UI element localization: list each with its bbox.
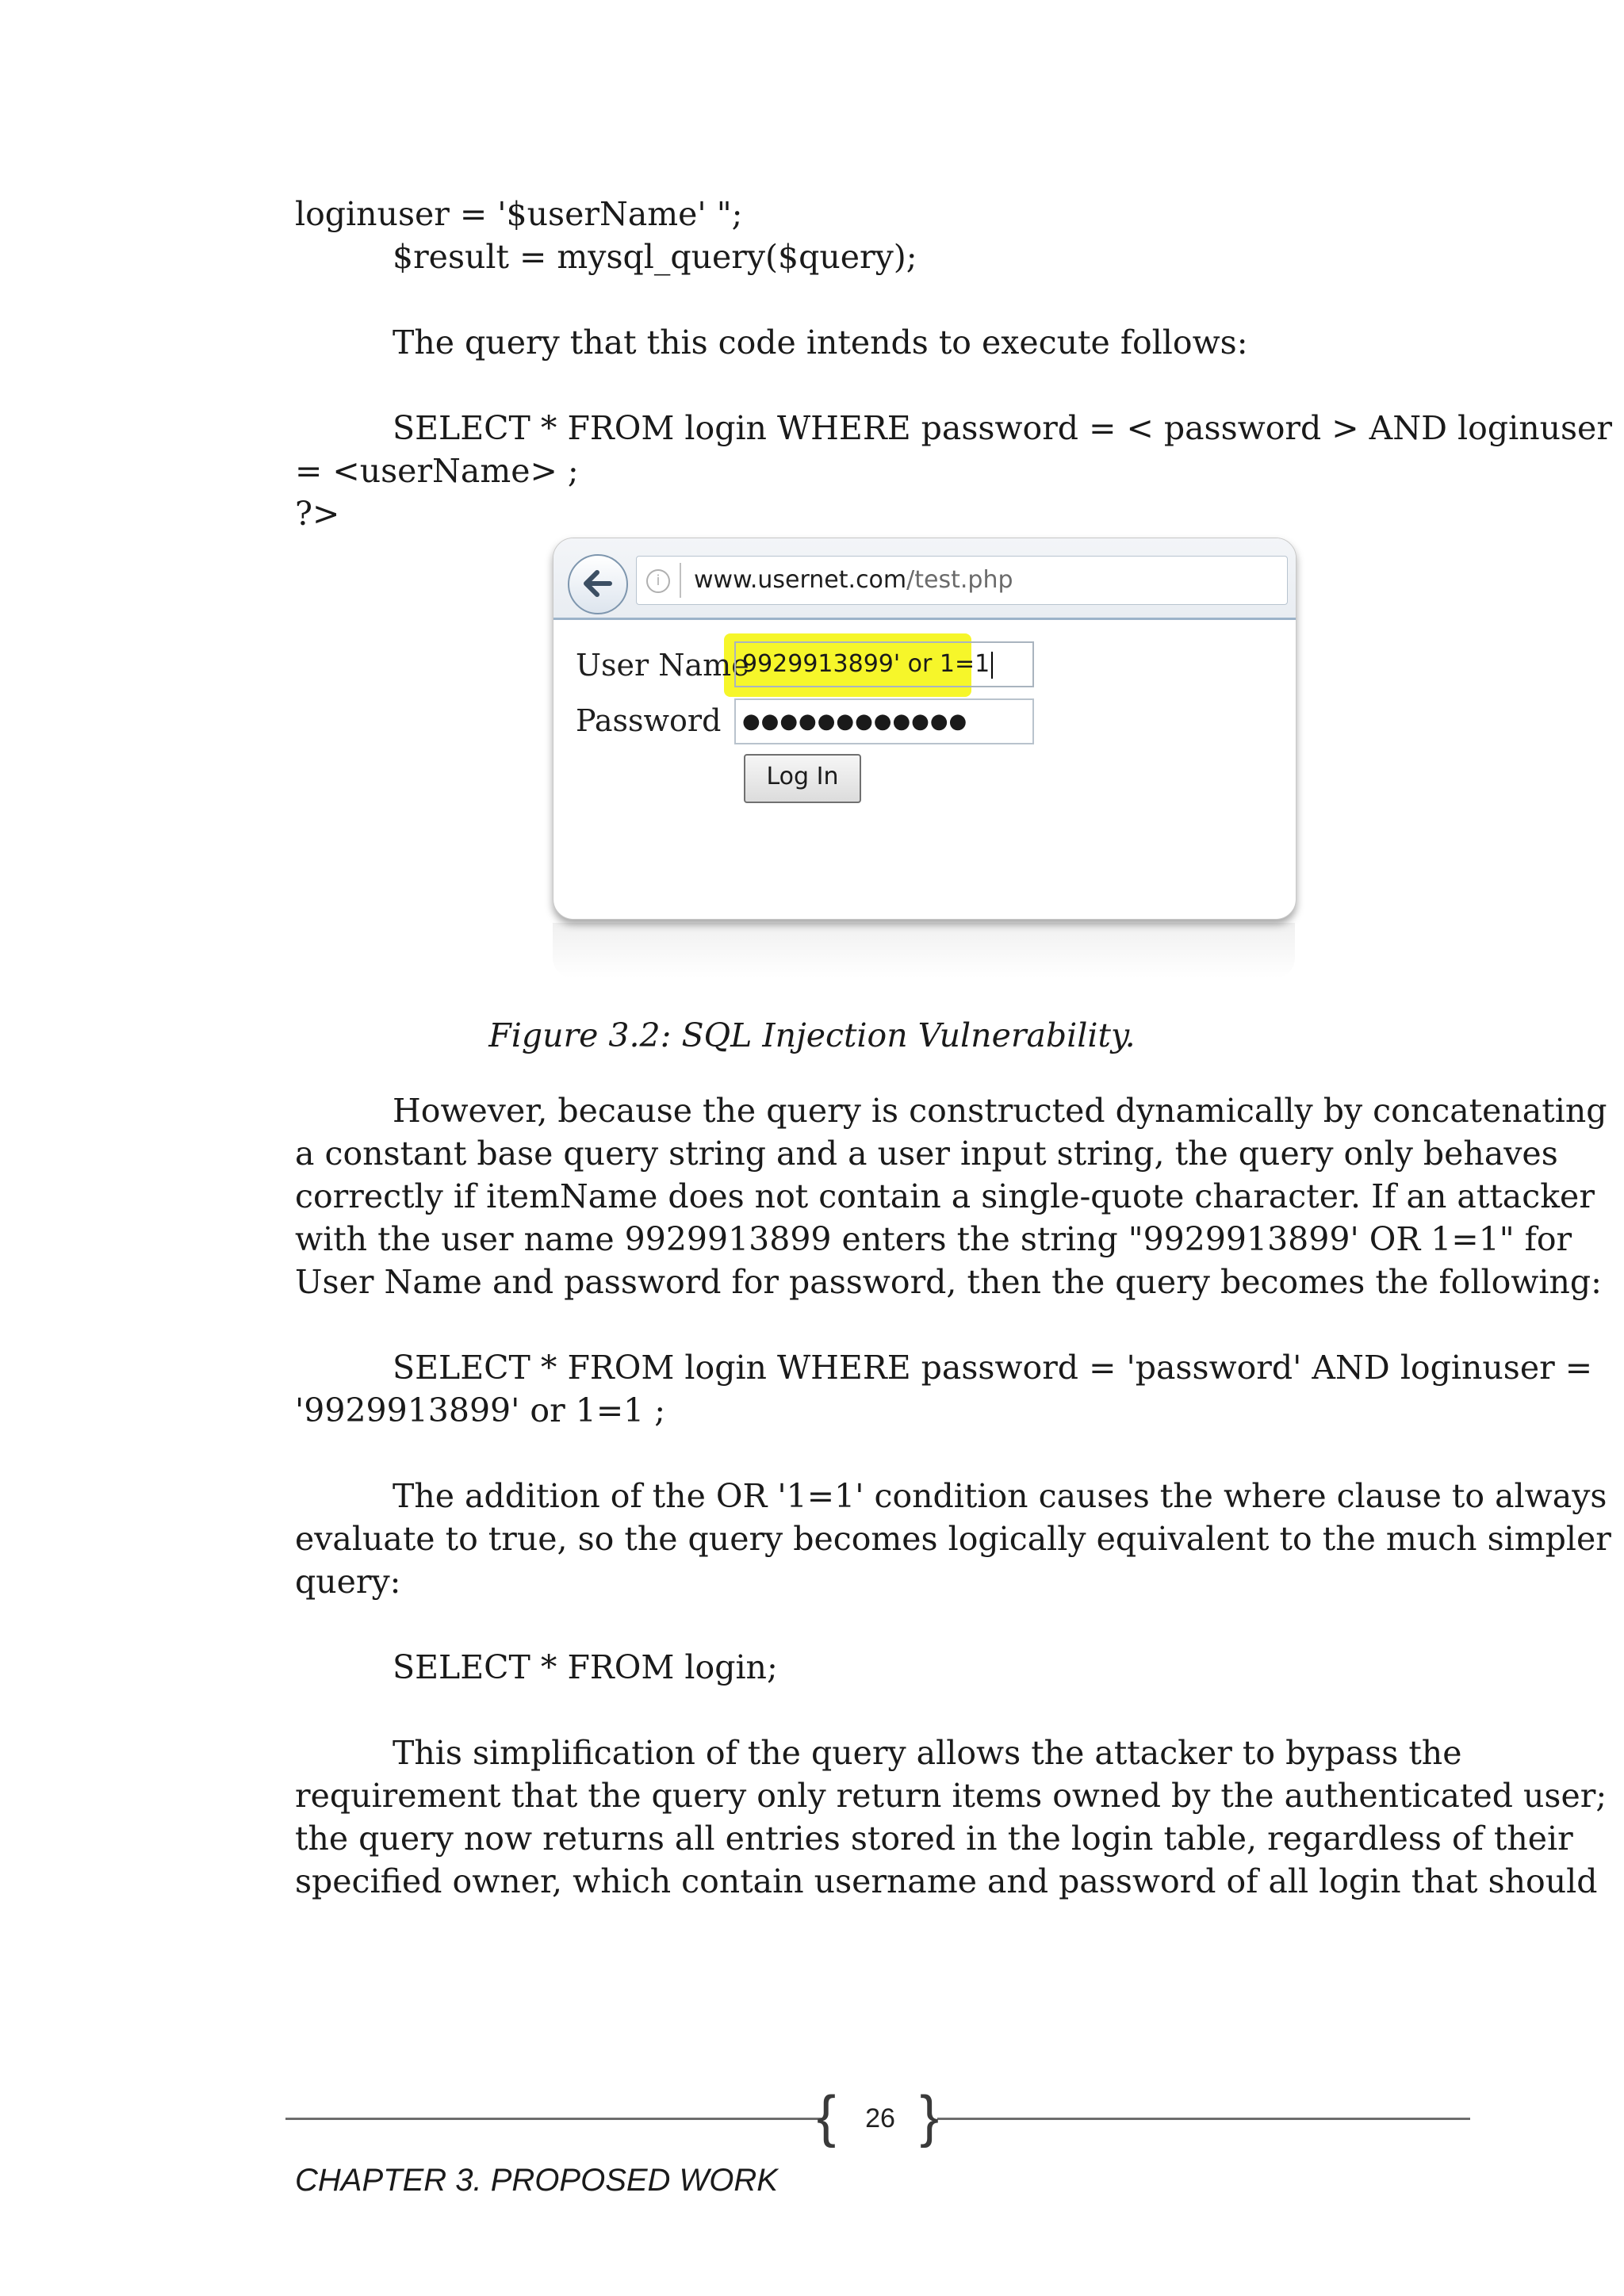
- page-number: 26: [865, 2103, 895, 2133]
- url-text: [694, 566, 1013, 595]
- info-icon[interactable]: i: [646, 569, 670, 593]
- query3: SELECT * FROM login;: [393, 1648, 778, 1686]
- url-host: www.usernet.com: [694, 566, 907, 594]
- address-bar: [553, 538, 1296, 620]
- query1-line1: SELECT * FROM login WHERE password = < password > AND loginuser: [393, 409, 1612, 447]
- para1-line1: However, because the query is constructed dynamically by concatenating: [393, 1092, 1607, 1130]
- url-separator: [680, 563, 681, 598]
- intro-text: The query that this code intends to execute follows:: [393, 323, 1248, 362]
- code-line-result: $result = mysql_query($query);: [393, 238, 917, 276]
- footer-brace-right: }: [920, 2085, 940, 2149]
- code-line-loginuser: loginuser = '$userName' ";: [295, 195, 743, 233]
- query2-line1: SELECT * FROM login WHERE password = 'password' AND loginuser =: [393, 1349, 1593, 1387]
- browser-login-screenshot: [553, 538, 1297, 920]
- text-cursor: [991, 652, 993, 679]
- log-in-button[interactable]: Log In: [744, 754, 861, 803]
- para2-line1: The addition of the OR '1=1' condition causes the where clause to always: [393, 1477, 1607, 1515]
- url-input[interactable]: [636, 556, 1288, 605]
- para2-line3: query:: [295, 1563, 401, 1601]
- back-button[interactable]: [568, 554, 628, 614]
- user-name-input[interactable]: [734, 641, 1034, 687]
- para1-line4: with the user name 9929913899 enters the string "9929913899' OR 1=1" for: [295, 1220, 1572, 1258]
- password-label: Password: [576, 703, 722, 738]
- footer-brace-left: {: [817, 2085, 837, 2149]
- figure-reflection: [553, 923, 1295, 978]
- php-close-tag: ?>: [295, 495, 340, 533]
- para2-line2: evaluate to true, so the query becomes logically equivalent to the much simpler: [295, 1520, 1611, 1558]
- url-path: /test.php: [906, 566, 1013, 594]
- query2-line2: '9929913899' or 1=1 ;: [295, 1391, 666, 1429]
- para1-line5: User Name and password for password, then the query becomes the following:: [295, 1263, 1602, 1301]
- chapter-title: CHAPTER 3. PROPOSED WORK: [295, 2163, 778, 2198]
- figure-caption: Figure 3.2: SQL Injection Vulnerability.: [488, 1016, 1136, 1054]
- back-arrow-icon: [580, 566, 615, 601]
- password-dots: ●●●●●●●●●●●●: [742, 710, 968, 733]
- user-name-label: User Name: [576, 648, 749, 683]
- footer-rule-left: [285, 2118, 823, 2120]
- query1-line2: = <userName> ;: [295, 452, 579, 490]
- para3-line3: the query now returns all entries stored in the login table, regardless of their: [295, 1820, 1573, 1858]
- user-name-value: 9929913899' or 1=1: [742, 650, 990, 678]
- para1-line2: a constant base query string and a user input string, the query only behaves: [295, 1135, 1558, 1173]
- footer-rule-right: [937, 2118, 1470, 2120]
- para3-line1: This simplification of the query allows the attacker to bypass the: [393, 1734, 1462, 1772]
- para1-line3: correctly if itemName does not contain a single-quote character. If an attacker: [295, 1177, 1595, 1215]
- password-input[interactable]: [734, 698, 1034, 744]
- para3-line2: requirement that the query only return items owned by the authenticated user;: [295, 1777, 1607, 1815]
- para3-line4: specified owner, which contain username and password of all login that should: [295, 1862, 1598, 1900]
